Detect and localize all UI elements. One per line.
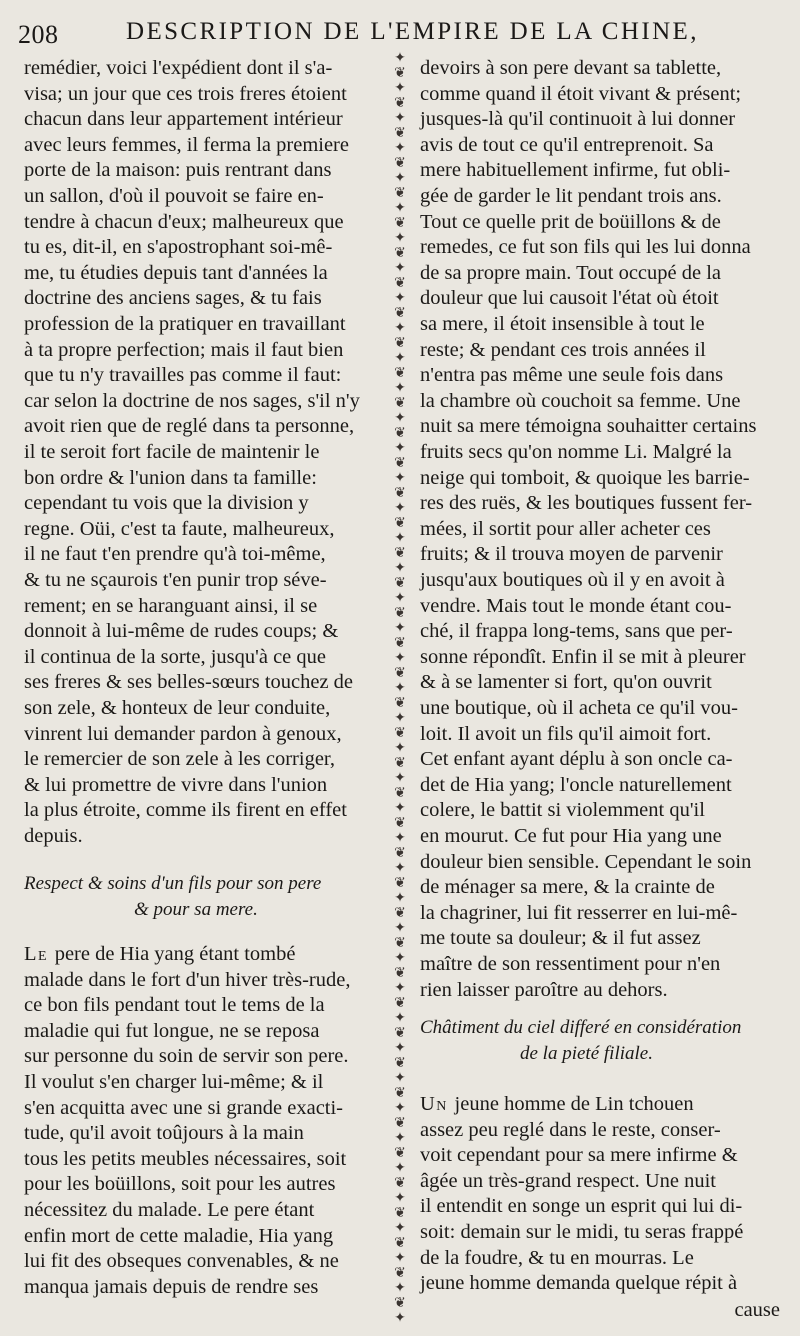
left-text-line: tude, qu'il avoit toûjours à la main [24, 1122, 304, 1145]
right-text-line: jusqu'aux boutiques où il y en avoit à [420, 569, 725, 591]
right-text-line: comme quand il étoit vivant & présent; [420, 82, 742, 105]
right-text-line: rien laisser paroître au dehors. [420, 978, 668, 1001]
divider-ornament-glyph: ❦ [394, 216, 406, 231]
divider-ornament-glyph: ❦ [394, 1236, 406, 1251]
line-text: pere de Hia yang étant tombé [54, 943, 296, 965]
page-header [0, 0, 800, 52]
divider-ornament-glyph: ❦ [394, 1266, 406, 1281]
divider-ornament-glyph: ✦ [394, 1191, 406, 1206]
divider-ornament-glyph: ❦ [394, 906, 406, 921]
divider-ornament-glyph: ✦ [394, 321, 406, 336]
right-text-line: det de Hia yang; l'oncle naturellement [420, 773, 732, 796]
divider-ornament-glyph: ✦ [394, 261, 406, 276]
right-text-line: une boutique, où il acheta ce qu'il vou- [420, 697, 738, 719]
column-divider-ornament [388, 52, 412, 1332]
right-text-line: nuit sa mere témoigna souhaitter certains [420, 415, 757, 438]
left-text-line: avoit rien que de reglé dans ta personne, [24, 415, 355, 438]
right-text-line: neige qui tomboit, & quoique les barrie- [420, 466, 750, 489]
divider-ornament-glyph: ❦ [394, 186, 406, 201]
divider-ornament-glyph: ❦ [394, 636, 406, 651]
divider-ornament-glyph: ❦ [394, 96, 406, 111]
divider-ornament-glyph: ❦ [394, 1056, 406, 1071]
divider-ornament-glyph: ✦ [394, 441, 406, 456]
divider-ornament-glyph: ✦ [394, 531, 406, 546]
divider-ornament-glyph: ❦ [394, 306, 406, 321]
right-text-line: reste; & pendant ces trois années il [420, 338, 706, 361]
right-text-line: de sa propre main. Tout occupé de la [420, 261, 722, 284]
divider-ornament-glyph: ✦ [394, 741, 406, 756]
divider-ornament-glyph: ❦ [394, 156, 406, 171]
divider-ornament-glyph: ✦ [394, 921, 406, 936]
left-text-line: nécessitez du malade. Le pere étant [24, 1199, 315, 1221]
divider-ornament-glyph: ✦ [394, 681, 406, 696]
divider-ornament-glyph: ✦ [394, 951, 406, 966]
right-text-line: vendre. Mais tout le monde étant cou- [420, 594, 732, 617]
left-text-line: la plus étroite, comme ils firent en effet [24, 799, 347, 822]
divider-ornament-glyph: ✦ [394, 591, 406, 606]
right-text-line: la chagriner, lui fit resserrer en lui-mê- [420, 901, 738, 924]
right-text-line: colere, le battit si violemment qu'il [420, 799, 705, 822]
divider-ornament-glyph: ❦ [394, 996, 406, 1011]
left-text-line: me, tu étudies depuis tant d'années la [24, 261, 328, 284]
divider-ornament-glyph: ❦ [394, 756, 406, 771]
left-text-line: lui fit des obseques convenables, & ne [24, 1250, 339, 1273]
divider-ornament-glyph: ❦ [394, 486, 406, 501]
divider-ornament-glyph: ✦ [394, 651, 406, 666]
divider-ornament-glyph: ❦ [394, 966, 406, 981]
divider-ornament-glyph: ✦ [394, 1131, 406, 1146]
divider-ornament-glyph: ✦ [394, 1101, 406, 1116]
initial-word: Un [420, 1093, 455, 1115]
left-text-line: & tu ne sçaurois t'en punir trop séve- [24, 569, 327, 591]
left-text-line: son zele, & honteux de leur conduite, [24, 697, 331, 719]
divider-ornament-glyph: ✦ [394, 171, 406, 186]
left-text-line: cependant tu vois que la division y [24, 492, 309, 515]
divider-ornament-glyph: ❦ [394, 606, 406, 621]
right-text-line: maître de son ressentiment pour n'en [420, 953, 721, 975]
right-text-line: me toute sa douleur; & il fut assez [420, 927, 701, 950]
divider-ornament-glyph: ❦ [394, 1026, 406, 1041]
divider-ornament-glyph: ✦ [394, 501, 406, 516]
divider-ornament-glyph: ❦ [394, 936, 406, 951]
divider-ornament-glyph: ❦ [394, 666, 406, 681]
divider-ornament-glyph: ❦ [394, 336, 406, 351]
divider-ornament-glyph: ✦ [394, 1251, 406, 1266]
divider-ornament-glyph: ❦ [394, 516, 406, 531]
right-text-line: voit cependant pour sa mere infirme & [420, 1144, 738, 1167]
left-text-line [24, 942, 295, 966]
right-text-line: soit: demain sur le midi, tu seras frappé [420, 1221, 744, 1243]
divider-ornament-glyph: ❦ [394, 276, 406, 291]
left-text-line: car selon la doctrine de nos sages, s'il n'y [24, 389, 360, 412]
divider-ornament-glyph: ✦ [394, 1161, 406, 1176]
divider-ornament-glyph: ✦ [394, 351, 406, 366]
left-text-line: manqua jamais depuis de rendre ses [24, 1275, 319, 1298]
divider-ornament-glyph: ✦ [394, 981, 406, 996]
divider-ornament-glyph: ❦ [394, 876, 406, 891]
divider-ornament-glyph: ❦ [394, 366, 406, 381]
left-text-line: porte de la maison: puis rentrant dans [24, 159, 332, 182]
right-text-line: jusques-là qu'il continuoit à lui donner [420, 108, 736, 131]
divider-ornament-glyph: ✦ [394, 831, 406, 846]
left-text-line: tu es, dit-il, en s'apostrophant soi-mê- [24, 236, 333, 259]
left-text-line: donnoit à lui-même de rudes coups; & [24, 620, 339, 643]
divider-ornament-glyph: ✦ [394, 291, 406, 306]
right-text-line: de ménager sa mere, & la crainte de [420, 876, 715, 899]
left-text-line: pour les boüillons, soit pour les autres [24, 1173, 336, 1196]
left-text-line: doctrine des anciens sages, & tu fais [24, 287, 322, 310]
right-text-line: remedes, ce fut son fils qui les lui donna [420, 236, 751, 259]
divider-ornament-glyph: ❦ [394, 1146, 406, 1161]
running-title: DESCRIPTION DE L'EMPIRE DE LA CHINE, [126, 18, 699, 45]
right-text-line: fruits; & il trouva moyen de parvenir [420, 543, 723, 566]
divider-ornament-glyph: ✦ [394, 231, 406, 246]
left-text-line: il continua de la sorte, jusqu'à ce que [24, 645, 326, 668]
initial-word: Le [24, 943, 55, 965]
divider-ornament-glyph: ❦ [394, 1296, 406, 1311]
right-text-line: sonne répondît. Enfin il se mit à pleurer [420, 645, 746, 668]
divider-ornament-glyph: ❦ [394, 246, 406, 261]
catchword: cause [734, 1299, 780, 1321]
divider-ornament-glyph: ✦ [394, 81, 406, 96]
left-text-line: & lui promettre de vivre dans l'union [24, 773, 328, 796]
divider-ornament-glyph: ✦ [394, 111, 406, 126]
left-text-line: bon ordre & l'union dans ta famille: [24, 466, 317, 489]
right-text-line: âgée un très-grand respect. Une nuit [420, 1169, 716, 1192]
left-text-line: avec leurs femmes, il ferma la premiere [24, 133, 349, 156]
left-text-line: profession de la pratiquer en travaillant [24, 313, 346, 335]
divider-ornament-glyph: ✦ [394, 1221, 406, 1236]
right-text-line: en mourut. Ce fut pour Hia yang une [420, 825, 722, 847]
divider-ornament-glyph: ❦ [394, 126, 406, 141]
divider-ornament-glyph: ✦ [394, 621, 406, 636]
left-text-line: le remercier de son zele à les corriger, [24, 748, 336, 771]
left-text-line: maladie qui fut longue, ne se reposa [24, 1019, 320, 1042]
left-text-line: enfin mort de cette maladie, Hia yang [24, 1224, 334, 1247]
right-text-line: & à se lamenter si fort, qu'on ouvrit [420, 671, 712, 694]
right-text-line: il entendit en songe un esprit qui lui di- [420, 1195, 743, 1218]
divider-ornament-glyph: ✦ [394, 1041, 406, 1056]
left-text-line: malade dans le fort d'un hiver très-rude, [24, 968, 351, 991]
right-text-line: sa mere, il étoit insensible à tout le [420, 313, 705, 335]
divider-ornament-glyph: ❦ [394, 1086, 406, 1101]
right-text-line [420, 1092, 694, 1116]
right-text-line: la chambre où couchoit sa femme. Une [420, 389, 741, 412]
divider-ornament-glyph: ✦ [394, 561, 406, 576]
divider-ornament-glyph: ✦ [394, 891, 406, 906]
left-text-line: depuis. [24, 825, 83, 847]
divider-ornament-glyph: ❦ [394, 456, 406, 471]
left-text-line: ses freres & ses belles-sœurs touchez de [24, 671, 354, 694]
right-section-heading: Châtiment du ciel differé en considération [420, 1017, 742, 1038]
left-text-line: vinrent lui demander pardon à genoux, [24, 722, 342, 745]
left-text-line: à ta propre perfection; mais il faut bien [24, 338, 344, 361]
right-text-line: mées, il sortit pour aller acheter ces [420, 517, 711, 540]
divider-ornament-glyph: ✦ [394, 1011, 406, 1026]
divider-ornament-glyph: ❦ [394, 726, 406, 741]
left-text-line: Il voulut s'en charger lui-même; & il [24, 1071, 324, 1093]
divider-ornament-glyph: ❦ [394, 546, 406, 561]
divider-ornament-glyph: ✦ [394, 801, 406, 816]
left-section-heading: Respect & soins d'un fils pour son pere [24, 873, 322, 894]
left-text-line: ce bon fils pendant tout le tems de la [24, 994, 325, 1017]
divider-ornament-glyph: ✦ [394, 201, 406, 216]
right-text-line: loit. Il avoit un fils qu'il aimoit fort. [420, 722, 712, 745]
right-text-line: gée de garder le lit pendant trois ans. [420, 185, 722, 207]
divider-ornament-glyph: ✦ [394, 141, 406, 156]
left-text-line: rement; en se haranguant ainsi, il se [24, 594, 318, 617]
divider-ornament-glyph: ✦ [394, 411, 406, 426]
page-number: 208 [18, 20, 59, 49]
divider-ornament-glyph: ❦ [394, 1206, 406, 1221]
right-text-line: de la foudre, & tu en mourras. Le [420, 1246, 694, 1269]
left-text-line: s'en acquitta avec une si grande exacti- [24, 1096, 344, 1119]
divider-ornament-glyph: ❦ [394, 426, 406, 441]
right-text-line: jeune homme demanda quelque répit à [420, 1272, 738, 1295]
divider-ornament-glyph: ✦ [394, 1071, 406, 1086]
divider-ornament-glyph: ✦ [394, 861, 406, 876]
divider-ornament-glyph: ❦ [394, 846, 406, 861]
right-text-line: assez peu reglé dans le reste, conser- [420, 1118, 721, 1141]
divider-ornament-glyph: ✦ [394, 381, 406, 396]
right-text-line: avis de tout ce qu'il entreprenoit. Sa [420, 133, 714, 156]
right-text-line: Tout ce quelle prit de boüillons & de [420, 210, 721, 233]
left-text-line: sur personne du soin de servir son pere. [24, 1045, 349, 1068]
right-text-line: fruits secs qu'on nomme Li. Malgré la [420, 441, 732, 463]
left-text-line: tendre à chacun d'eux; malheureux que [24, 210, 344, 233]
divider-ornament-glyph: ❦ [394, 696, 406, 711]
right-text-line: Cet enfant ayant déplu à son oncle ca- [420, 748, 733, 771]
divider-ornament-glyph: ✦ [394, 51, 406, 66]
divider-ornament-glyph: ❦ [394, 816, 406, 831]
divider-ornament-glyph: ❦ [394, 66, 406, 81]
divider-ornament-glyph: ✦ [394, 1311, 406, 1326]
left-text-line: il ne faut t'en prendre qu'à toi-même, [24, 543, 326, 566]
left-section-heading: & pour sa mere. [134, 899, 258, 920]
left-text-line: un sallon, d'où il pouvoit se faire en- [24, 185, 324, 207]
divider-ornament-glyph: ❦ [394, 1176, 406, 1191]
left-text-line: regne. Oüi, c'est ta faute, malheureux, [24, 517, 335, 540]
divider-ornament-glyph: ❦ [394, 786, 406, 801]
left-text-line: que tu n'y travailles pas comme il faut: [24, 364, 342, 387]
line-text: jeune homme de Lin tchouen [454, 1093, 694, 1115]
right-text-line: devoirs à son pere devant sa tablette, [420, 57, 722, 79]
left-text-line: chacun dans leur appartement intérieur [24, 108, 343, 131]
left-text-line: remédier, voici l'expédient dont il s'a- [24, 57, 333, 79]
right-section-heading: de la pieté filiale. [520, 1043, 653, 1064]
right-text-line: n'entra pas même une seule fois dans [420, 364, 724, 387]
divider-ornament-glyph: ✦ [394, 771, 406, 786]
right-text-line: douleur que lui causoit l'état où étoit [420, 287, 719, 310]
left-text-line: tous les petits meubles nécessaires, soit [24, 1147, 347, 1170]
right-text-line: ché, il frappa long-tems, sans que per- [420, 620, 733, 643]
right-text-line: douleur bien sensible. Cependant le soin [420, 850, 752, 873]
divider-ornament-glyph: ❦ [394, 396, 406, 411]
divider-ornament-glyph: ✦ [394, 471, 406, 486]
divider-ornament-glyph: ✦ [394, 711, 406, 726]
right-text-line: mere habituellement infirme, fut obli- [420, 159, 731, 182]
left-text-line: il te seroit fort facile de maintenir le [24, 441, 320, 463]
divider-ornament-glyph: ❦ [394, 1116, 406, 1131]
right-text-line: res des ruës, & les boutiques fussent fer- [420, 492, 753, 515]
left-text-line: visa; un jour que ces trois freres étoient [24, 82, 347, 105]
divider-ornament-glyph: ❦ [394, 576, 406, 591]
divider-ornament-glyph: ✦ [394, 1281, 406, 1296]
